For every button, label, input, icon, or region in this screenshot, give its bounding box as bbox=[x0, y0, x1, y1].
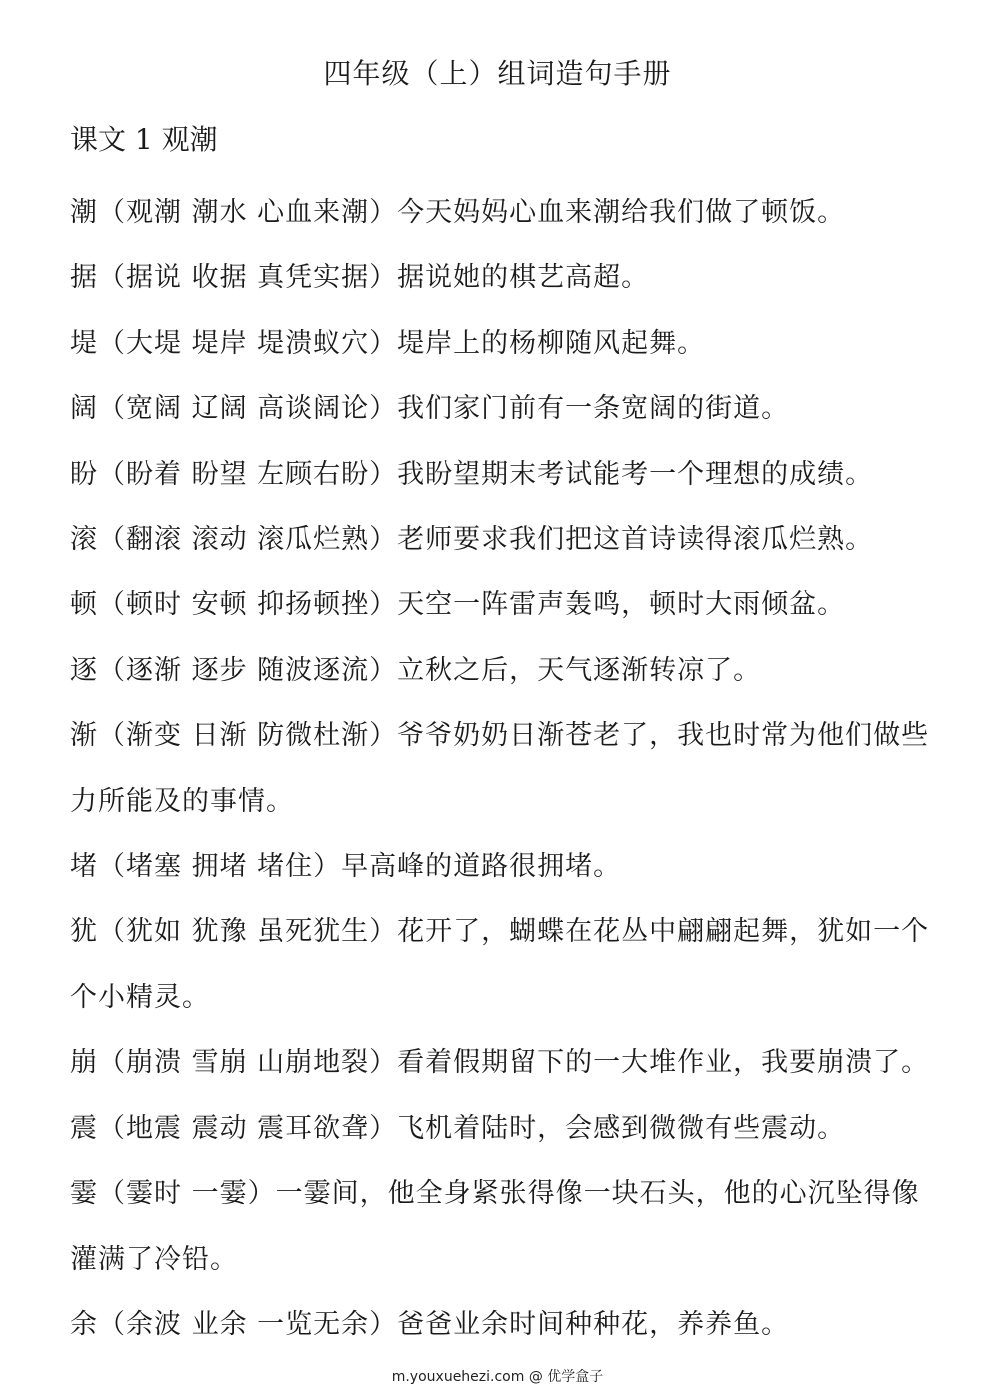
lesson-heading: 课文 1 观潮 bbox=[70, 123, 218, 156]
entry-kuo: 阔（宽阔 辽阔 高谈阔论）我们家门前有一条宽阔的街道。 bbox=[70, 393, 790, 425]
entry-chao: 潮（观潮 潮水 心血来潮）今天妈妈心血来潮给我们做了顿饭。 bbox=[70, 197, 846, 228]
entry-zhen: 震（地震 震动 震耳欲聋）飞机着陆时，会感到微微有些震动。 bbox=[70, 1112, 846, 1144]
entry-zhu: 逐（逐渐 逐步 随波逐流）立秋之后，天气逐渐转凉了。 bbox=[70, 654, 762, 686]
entry-list bbox=[70, 180, 940, 1357]
entry-beng: 崩（崩溃 雪崩 山崩地裂）看着假期留下的一大堆作业，我要崩溃了。 bbox=[70, 1047, 930, 1079]
entry-ju: 据（据说 收据 真凭实据）据说她的棋艺高超。 bbox=[70, 262, 650, 294]
page-title: 四年级（上）组词造句手册 bbox=[323, 57, 672, 90]
entry-dun: 顿（顿时 安顿 抑扬顿挫）天空一阵雷声轰鸣，顿时大雨倾盆。 bbox=[70, 589, 846, 621]
entry-yu: 余（余波 业余 一览无余）爸爸业余时间种种花，养养鱼。 bbox=[70, 1308, 790, 1340]
entry-sha: 霎（霎时 一霎）一霎间，他全身紧张得像一块石头，他的心沉坠得像灌满了冷铅。 bbox=[70, 1178, 920, 1275]
entry-gun: 滚（翻滚 滚动 滚瓜烂熟）老师要求我们把这首诗读得滚瓜烂熟。 bbox=[70, 524, 874, 556]
entry-pan: 盼（盼着 盼望 左顾右盼）我盼望期末考试能考一个理想的成绩。 bbox=[70, 458, 874, 490]
footer-watermark: m.youxuehezi.com @ 优学盒子 bbox=[391, 1369, 604, 1385]
entry-jian: 渐（渐变 日渐 防微杜渐）爷爷奶奶日渐苍老了，我也时常为他们做些力所能及的事情。 bbox=[70, 720, 930, 817]
entry-you: 犹（犹如 犹豫 虽死犹生）花开了，蝴蝶在花丛中翩翩起舞，犹如一个个小精灵。 bbox=[70, 916, 930, 1013]
entry-du: 堵（堵塞 拥堵 堵住）早高峰的道路很拥堵。 bbox=[70, 851, 622, 883]
entry-di: 堤（大堤 堤岸 堤溃蚁穴）堤岸上的杨柳随风起舞。 bbox=[70, 327, 706, 359]
